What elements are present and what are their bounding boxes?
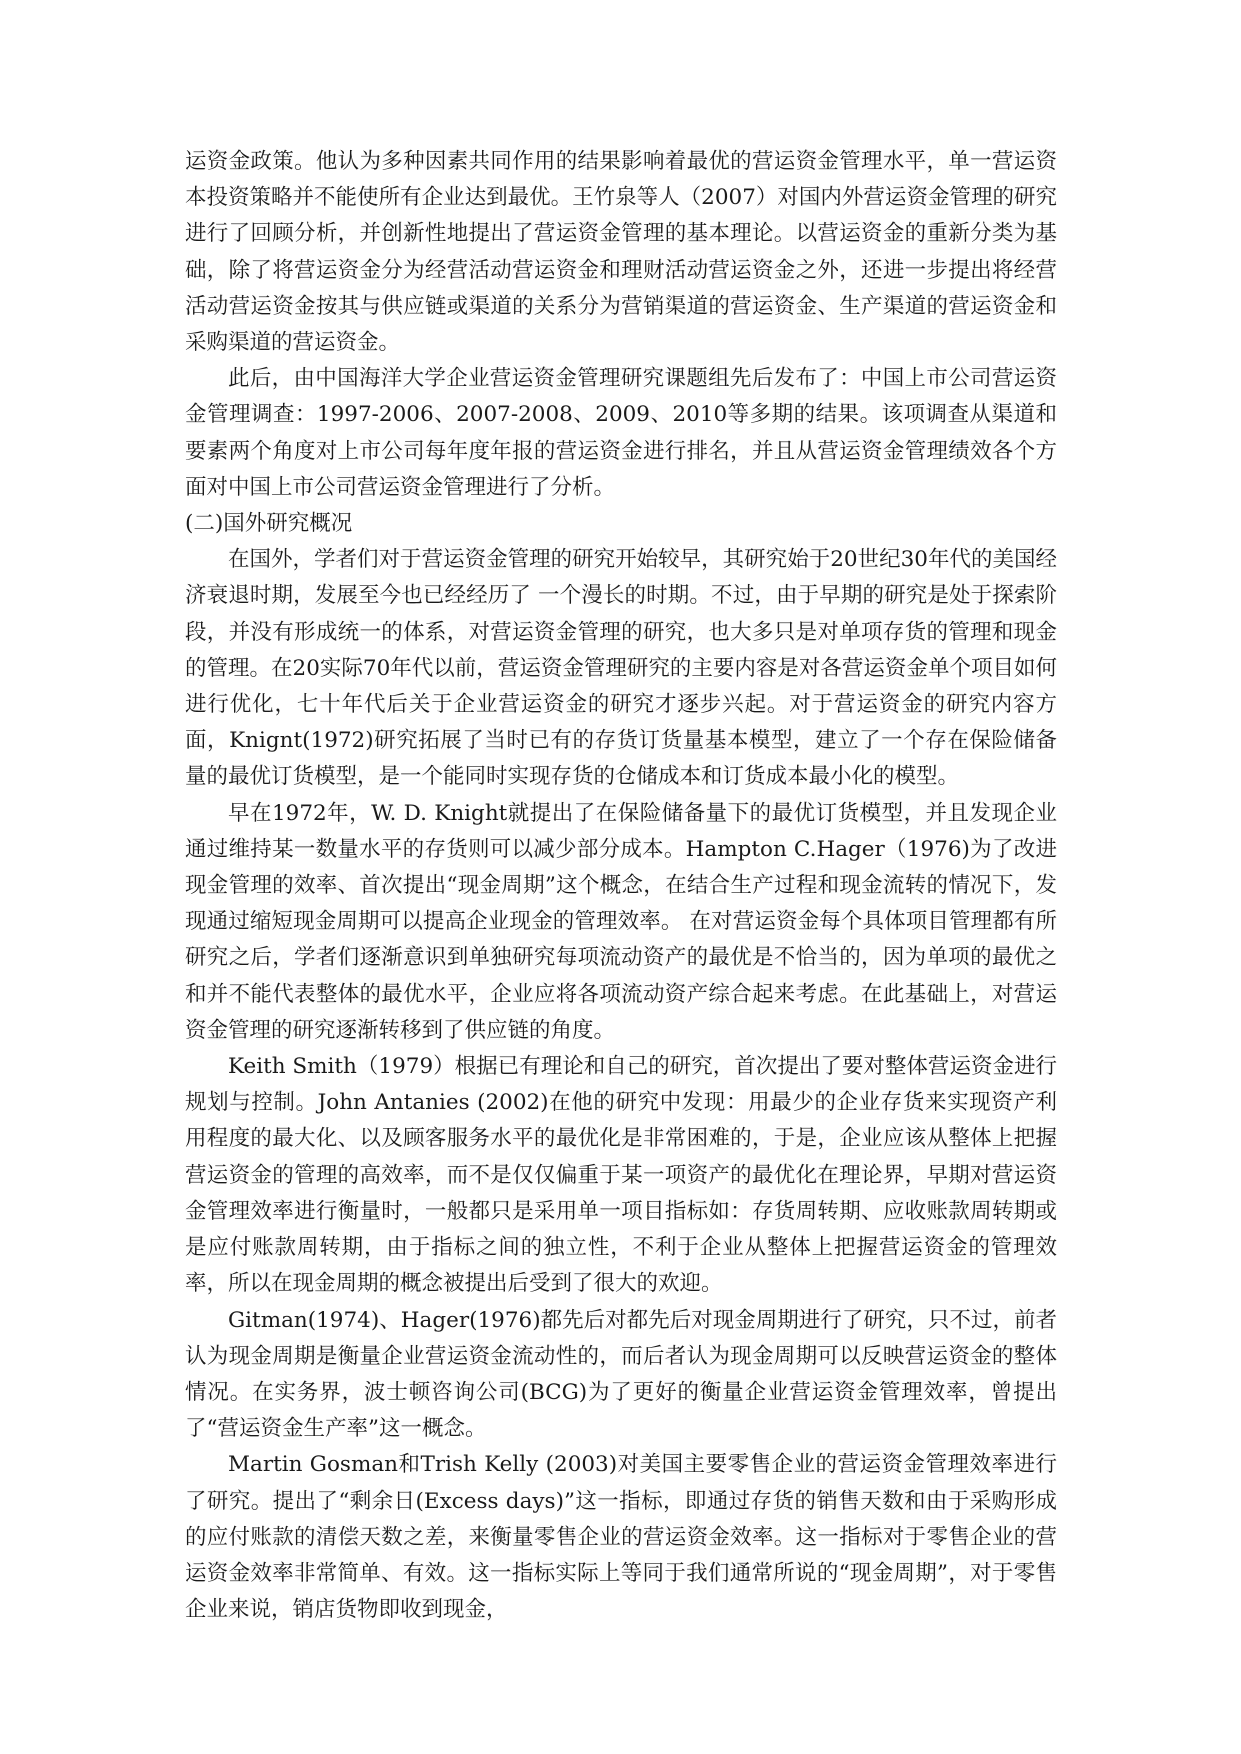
paragraph-domestic-review-end: 运资金政策。他认为多种因素共同作用的结果影响着最优的营运资金管理水平，单一营运资本投资策略并不能使所有企业达到最优。王竹泉等人（2007）对国内外营运资金管理的研究进行了回顾分析，并创新性地提出了营运资金管理的基本理论。以营运资金的重新分类为基础，除了将营运资金分为经营活动营运资金和理财活动营运资金之外，还进一步提出将经营活动营运资金按其与供应链或渠道的关系分为营销渠道的营运资金、生产渠道的营运资金和采购渠道的营运资金。 [185, 149, 1057, 356]
paragraph-ocean-university-survey: 此后，由中国海洋大学企业营运资金管理研究课题组先后发布了：中国上市公司营运资金管理调查：1997-2006、2007-2008、2009、2010等多期的结果。该项调查从渠道和要素两个角度对上市公司每年度年报的营运资金进行排名，并且从营运资金管理绩效各个方面对中国上市公司营运资金管理进行了分析。 [185, 366, 1057, 500]
paragraph-knight-hager: 早在1972年，W. D. Knight就提出了在保险储备量下的最优订货模型，并且发现企业通过维持某一数量水平的存货则可以减少部分成本。Hampton C.Hager（1976)为了改进现金管理的效率、首次提出“现金周期”这个概念，在结合生产过程和现金流转的情况下，发现通过缩短现金周期可以提高企业现金的管理效率。 在对营运资金每个具体项目管理都有所研究之后，学者们逐渐意识到单独研究每项流动资产的最优是不恰当的，因为单项的最优之和并不能代表整体的最优水平，企业应将各项流动资产综合起来考虑。在此基础上，对营运资金管理的研究逐渐转移到了供应链的角度。 [185, 800, 1057, 1043]
paragraph-gosman-kelly: Martin Gosman和Trish Kelly (2003)对美国主要零售企业的营运资金管理效率进行了研究。提出了“剩余日(Excess days)”这一指标，即通过存货的销售天数和由于采购形成的应付账款的清偿天数之差，来衡量零售企业的营运资金效率。这一指标对于零售企业的营运资金效率非常简单、有效。这一指标实际上等同于我们通常所说的“现金周期”，对于零售企业来说，销店货物即收到现金， [185, 1452, 1057, 1623]
section-heading-foreign-research: (二)国外研究概况 [185, 511, 353, 537]
paragraph-keith-smith: Keith Smith（1979）根据已有理论和自己的研究，首次提出了要对整体营运资金进行规划与控制。John Antanies (2002)在他的研究中发现：用最少的企业存货来实现资产利用程度的最大化、以及顾客服务水平的最优化是非常困难的，于是，企业应该从整体上把握营运资金的管理的高效率，而不是仅仅偏重于某一项资产的最优化在理论界，早期对营运资金管理效率进行衡量时，一般都只是采用单一项目指标如：存货周转期、应收账款周转期或是应付账款周转期，由于指标之间的独立性，不利于企业从整体上把握营运资金的管理效率，所以在现金周期的概念被提出后受到了很大的欢迎。 [185, 1054, 1057, 1297]
paragraph-gitman-hager: Gitman(1974)、Hager(1976)都先后对都先后对现金周期进行了研究，只不过，前者认为现金周期是衡量企业营运资金流动性的，而后者认为现金周期可以反映营运资金的整体情况。在实务界，波士顿咨询公司(BCG)为了更好的衡量企业营运资金管理效率，曾提出了“营运资金生产率”这一概念。 [185, 1307, 1057, 1442]
paragraph-foreign-research-history: 在国外，学者们对于营运资金管理的研究开始较早，其研究始于20世纪30年代的美国经济衰退时期，发展至今也已经经历了 一个漫长的时期。不过，由于早期的研究是处于探索阶段，并没有形成统一的体系，对营运资金管理的研究，也大多只是对单项存货的管理和现金的管理。在20实际70年代以前，营运资金管理研究的主要内容是对各营运资金单个项目如何进行优化，七十年代后关于企业营运资金的研究才逐步兴起。对于营运资金的研究内容方面，Knignt(1972)研究拓展了当时已有的存货订货量基本模型，建立了一个存在保险储备量的最优订货模型，是一个能同时实现存货的仓储成本和订货成本最小化的模型。 [185, 547, 1057, 790]
document-body [185, 144, 1057, 1628]
